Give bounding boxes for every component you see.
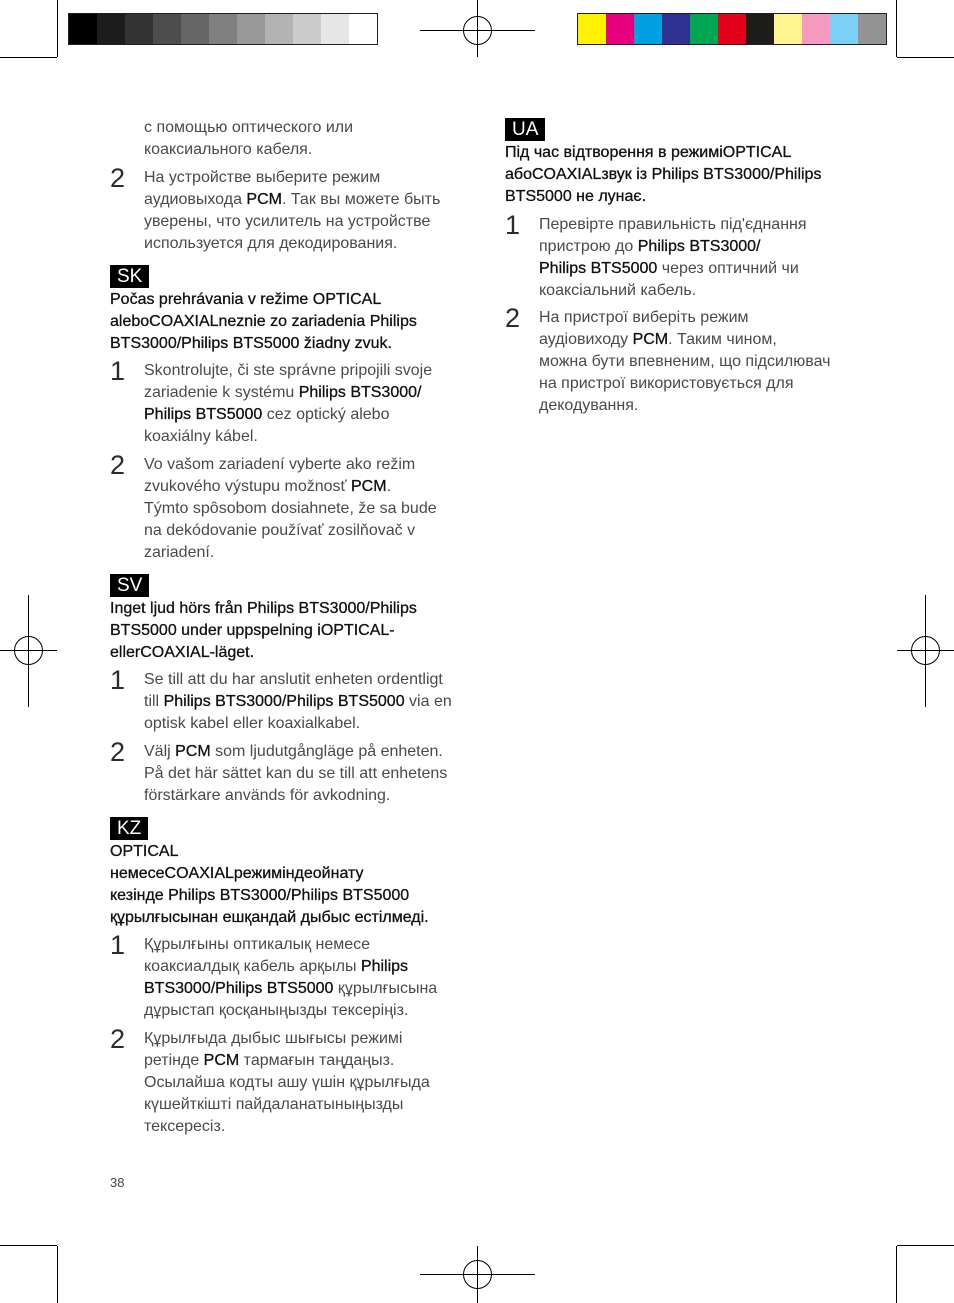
paragraph: [110, 117, 480, 161]
process-color-swatch: [858, 14, 886, 44]
body-text: na dekódovanie používať zosilňovač v: [144, 521, 416, 539]
text-line: [110, 311, 480, 333]
body-text: пристрою до: [539, 237, 638, 255]
language-tag-ua: UA: [505, 118, 545, 141]
body-text: тармағын таңдаңыз.: [239, 1051, 395, 1069]
heading-text: OPTICAL: [110, 842, 179, 860]
body-text: коаксіальний кабель.: [539, 281, 697, 299]
crop-mark-top-right: [897, 0, 954, 58]
registration-mark-top: [420, 0, 535, 57]
text-line: [144, 1116, 480, 1138]
text-line: [144, 404, 480, 426]
text-line: [539, 258, 875, 280]
process-color-swatch: [606, 14, 634, 44]
step-1: [110, 930, 480, 1022]
process-color-swatch: [802, 14, 830, 44]
body-text: аудіовиходу: [539, 331, 633, 348]
text-line: [144, 669, 480, 691]
body-text: коаксиального кабеля.: [144, 141, 313, 158]
body-text: На устройстве выберите режим: [144, 168, 381, 186]
process-color-swatch: [774, 14, 802, 44]
step-number: 1: [110, 356, 126, 386]
body-text: . Таким чином,: [668, 331, 777, 348]
body-text: Осылайша кодты ашу үшін құрылғыда: [144, 1073, 430, 1091]
text-line: [144, 1000, 480, 1022]
language-tag-sk: SK: [110, 265, 149, 288]
heading-text: Під час відтворення в режиміOPTICAL: [505, 144, 792, 161]
registration-mark-left: [0, 595, 57, 707]
emphasis-text: Philips BTS3000/Philips BTS5000: [163, 693, 405, 710]
process-color-bar: [577, 13, 887, 45]
body-text: .: [386, 477, 392, 495]
step-1: [110, 665, 480, 735]
body-text: күшейткішті пайдаланатыныңызды: [144, 1095, 404, 1113]
body-text: Перевірте правильність під'єднання: [539, 215, 807, 233]
text-line: [539, 280, 875, 302]
step-number: 1: [110, 930, 126, 960]
text-line: [144, 691, 480, 713]
body-text: коаксиалдық кабель арқылы: [144, 958, 361, 975]
text-line: [144, 1094, 480, 1116]
emphasis-text: Philips BTS3000/: [298, 384, 422, 401]
body-text: аудиовыхода: [144, 190, 247, 208]
body-text: På det här sättet kan du se till att enhetens: [144, 764, 448, 782]
text-line: [144, 1028, 480, 1050]
body-text: декодування.: [539, 397, 639, 414]
body-text: тексересіз.: [144, 1117, 226, 1135]
page-number: 38: [110, 1175, 125, 1190]
text-line: [539, 373, 875, 395]
heading-text: ellerCOAXIAL-läget.: [110, 643, 255, 661]
text-line: [144, 956, 480, 978]
body-text: till: [144, 693, 164, 710]
body-text: cez optický alebo: [262, 406, 390, 423]
text-line: [539, 214, 875, 236]
body-text: Týmto spôsobom dosiahnete, že sa bude: [144, 499, 437, 517]
text-line: [110, 289, 480, 311]
body-text: используется для декодирования.: [144, 234, 398, 252]
grayscale-swatch: [209, 14, 237, 44]
process-color-swatch: [634, 14, 662, 44]
section-heading: [110, 841, 480, 929]
heading-text: немесеCOAXIALрежиміндеойнату: [110, 864, 364, 882]
registration-mark-bottom: [420, 1246, 535, 1303]
emphasis-text: PCM: [246, 190, 282, 208]
process-color-swatch: [830, 14, 858, 44]
grayscale-swatch: [97, 14, 125, 44]
crop-mark-top-left: [0, 0, 58, 58]
grayscale-swatch: [153, 14, 181, 44]
process-color-swatch: [746, 14, 774, 44]
text-line: [144, 741, 480, 763]
process-color-swatch: [718, 14, 746, 44]
text-line: [110, 333, 480, 355]
step-1: [110, 356, 480, 448]
emphasis-text: PCM: [632, 331, 669, 348]
grayscale-swatch: [181, 14, 209, 44]
step-2: [110, 449, 480, 564]
text-line: [110, 907, 480, 929]
emphasis-text: Philips BTS5000: [144, 406, 263, 423]
body-text: optisk kabel eller koaxialkabel.: [144, 715, 361, 732]
section-heading: [110, 598, 480, 664]
heading-text: құрылғысынан ешқандай дыбыс естілмеді.: [110, 908, 429, 926]
body-text: Vo vašom zariadení vyberte ako režim: [144, 455, 416, 473]
step-number: 1: [505, 209, 521, 240]
section-heading: [505, 142, 875, 208]
body-text: На пристрої виберіть режим: [539, 309, 749, 326]
language-tag-block: [505, 118, 875, 141]
text-line: [505, 164, 875, 186]
step-2: [110, 1023, 480, 1138]
body-text: ретінде: [144, 1051, 204, 1069]
left-column: [110, 117, 480, 1138]
language-tag-block: [110, 574, 480, 597]
emphasis-text: Philips: [360, 958, 409, 975]
grayscale-swatch: [69, 14, 97, 44]
text-line: [539, 395, 875, 417]
text-line: [144, 763, 480, 785]
heading-text: кезінде Philips BTS3000/Philips BTS5000: [110, 886, 410, 904]
step-number: 2: [110, 736, 126, 767]
grayscale-swatch: [125, 14, 153, 44]
heading-text: BTS3000/Philips BTS5000 žiadny zvuk.: [110, 334, 392, 352]
emphasis-text: PCM: [351, 477, 387, 495]
body-text: som ljudutgångläge på enheten.: [210, 742, 443, 760]
text-line: [539, 329, 875, 351]
text-line: [110, 863, 480, 885]
body-text: Құрылғыда дыбыс шығысы режимі: [144, 1029, 403, 1047]
body-text: Skontrolujte, či ste správne pripojili svoje: [144, 362, 433, 379]
body-text: через оптичний чи: [657, 259, 799, 277]
body-text: Құрылғыны оптикалық немесе: [144, 936, 371, 953]
step-1: [505, 209, 875, 302]
body-text: zvukového výstupu možnosť: [144, 477, 351, 495]
text-line: [144, 1072, 480, 1094]
step-number: 2: [110, 1023, 126, 1054]
text-line: [144, 382, 480, 404]
body-text: Se till att du har anslutit enheten ordentligt: [144, 671, 443, 688]
grayscale-color-bar: [68, 13, 378, 45]
emphasis-text: Philips BTS3000/: [637, 237, 761, 255]
step-2: [110, 736, 480, 807]
crop-mark-bottom-right: [897, 1246, 954, 1303]
text-line: [144, 785, 480, 807]
body-text: можна бути впевненим, що підсилювач: [539, 353, 831, 370]
body-text: koaxiálny kábel.: [144, 428, 258, 445]
body-text: . Так вы можете быть: [281, 190, 441, 208]
language-tag-block: [110, 817, 480, 840]
heading-text: BTS5000 не лунає.: [505, 188, 647, 205]
text-line: [144, 233, 480, 255]
text-line: [144, 189, 480, 211]
text-line: [144, 978, 480, 1000]
language-tag-block: [110, 265, 480, 288]
body-text: Välj: [144, 742, 176, 760]
body-text: via en: [404, 693, 452, 710]
text-line: [110, 885, 480, 907]
emphasis-text: BTS3000/Philips BTS5000: [144, 980, 334, 997]
text-line: [505, 186, 875, 208]
body-text: дұрыстап қосқаныңызды тексеріңіз.: [144, 1002, 409, 1019]
heading-text: Počas prehrávania v režime OPTICAL: [110, 290, 382, 308]
heading-text: aleboCOAXIALneznie zo zariadenia Philips: [110, 312, 417, 330]
heading-text: абоCOAXIALзвук із Philips BTS3000/Philips: [505, 166, 822, 183]
text-line: [539, 236, 875, 258]
section-heading: [110, 289, 480, 355]
grayscale-swatch: [349, 14, 377, 44]
text-line: [144, 498, 480, 520]
step-2: [110, 162, 480, 255]
text-line: [144, 167, 480, 189]
emphasis-text: PCM: [175, 742, 211, 760]
process-color-swatch: [578, 14, 606, 44]
text-line: [144, 117, 480, 139]
grayscale-swatch: [321, 14, 349, 44]
text-line: [110, 841, 480, 863]
emphasis-text: Philips BTS5000: [539, 259, 658, 277]
text-line: [144, 542, 480, 564]
process-color-swatch: [690, 14, 718, 44]
body-text: на пристрої використовується для: [539, 375, 794, 392]
body-text: zariadenie k systému: [144, 384, 299, 401]
body-text: förstärkare används för avkodning.: [144, 786, 391, 804]
step-number: 2: [110, 162, 126, 193]
body-text: уверены, что усилитель на устройстве: [144, 212, 431, 230]
text-line: [144, 934, 480, 956]
emphasis-text: PCM: [203, 1051, 240, 1069]
body-text: с помощью оптического или: [144, 119, 354, 136]
text-line: [144, 360, 480, 382]
registration-mark-right: [897, 595, 954, 707]
text-line: [505, 142, 875, 164]
step-number: 1: [110, 665, 126, 695]
text-line: [110, 598, 480, 620]
language-tag-sv: SV: [110, 574, 149, 597]
text-line: [539, 351, 875, 373]
heading-text: Inget ljud hörs från Philips BTS3000/Philips: [110, 599, 417, 617]
text-line: [110, 642, 480, 664]
text-line: [144, 713, 480, 735]
text-line: [144, 1050, 480, 1072]
right-column: [505, 118, 875, 417]
step-number: 2: [110, 449, 126, 480]
process-color-swatch: [662, 14, 690, 44]
body-text: құрылғысына: [333, 980, 438, 997]
heading-text: BTS5000 under uppspelning iOPTICAL-: [110, 621, 395, 639]
text-line: [539, 307, 875, 329]
text-line: [144, 476, 480, 498]
language-tag-kz: KZ: [110, 817, 148, 840]
grayscale-swatch: [237, 14, 265, 44]
text-line: [144, 520, 480, 542]
text-line: [144, 454, 480, 476]
grayscale-swatch: [265, 14, 293, 44]
crop-mark-bottom-left: [0, 1246, 58, 1303]
step-number: 2: [505, 303, 521, 333]
grayscale-swatch: [293, 14, 321, 44]
step-2: [505, 303, 875, 417]
text-line: [144, 211, 480, 233]
body-text: zariadení.: [144, 543, 215, 561]
text-line: [144, 426, 480, 448]
text-line: [110, 620, 480, 642]
text-line: [144, 139, 480, 161]
